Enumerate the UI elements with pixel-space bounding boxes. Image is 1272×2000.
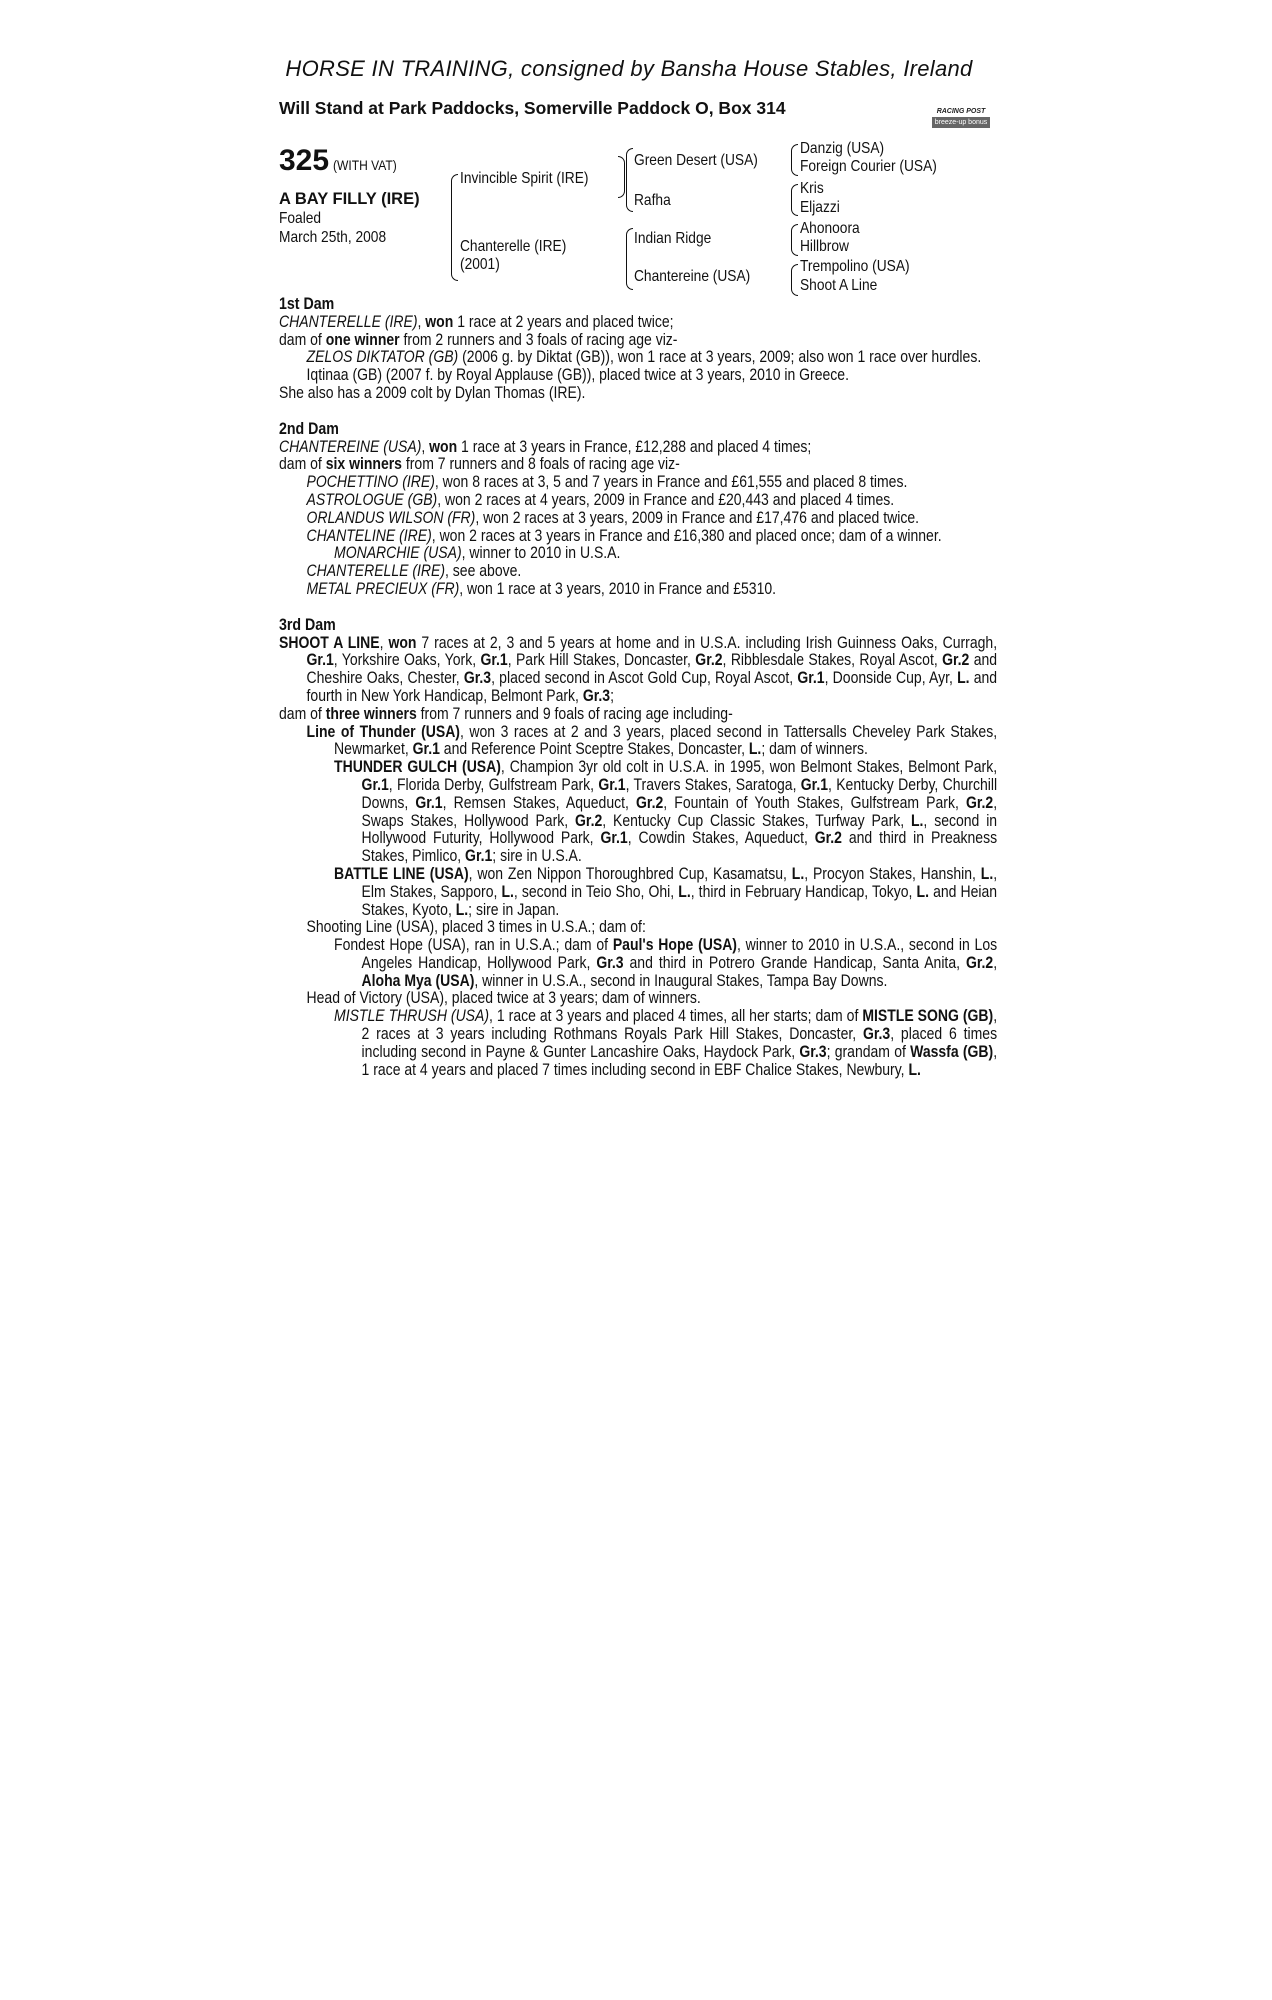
racing-post-logo: RACING POST breeze-up bonus	[932, 108, 990, 138]
dam: Chanterelle (IRE)	[460, 238, 567, 255]
pedigree-brace	[791, 264, 798, 296]
dam-year: (2001)	[460, 256, 500, 273]
second-dam-heading: 2nd Dam	[279, 419, 339, 438]
dam-dam-sire: Trempolino (USA)	[800, 258, 910, 275]
stand-location: Will Stand at Park Paddocks, Somerville Paddock O, Box 314	[279, 98, 786, 118]
second-dam-produce: dam of six winners from 7 runners and 8 foals of racing age viz-	[279, 455, 680, 474]
first-dam-heading: 1st Dam	[279, 295, 335, 313]
third-dam-produce: dam of three winners from 7 runners and 9 foals of racing age including-	[279, 704, 733, 723]
produce-entry: MONARCHIE (USA), winner to 2010 in U.S.A.	[334, 544, 621, 563]
produce-entry: ASTROLOGUE (GB), won 2 races at 4 years, 2009 in France and £20,443 and placed 4 times.	[306, 490, 895, 509]
dam-sire-dam: Hillbrow	[800, 238, 849, 255]
lot-info	[279, 190, 420, 247]
vat-note: (WITH VAT)	[333, 157, 397, 173]
dam-dam-dam: Shoot A Line	[800, 277, 878, 294]
pedigree-brace	[626, 228, 633, 290]
foaled-date: March 25th, 2008	[279, 229, 387, 246]
pedigree-brace	[626, 148, 633, 212]
sire-dam-dam: Eljazzi	[800, 199, 840, 216]
sire-sire: Green Desert (USA)	[634, 152, 758, 169]
produce-entry: Iqtinaa (GB) (2007 f. by Royal Applause (GB)), placed twice at 3 years, 2010 in Greece.	[306, 366, 849, 385]
foaled-label: Foaled	[279, 210, 322, 227]
lot-heading	[279, 144, 407, 178]
pedigree-brace	[791, 224, 798, 256]
dam-dam: Chantereine (USA)	[634, 268, 751, 285]
third-dam-heading: 3rd Dam	[279, 615, 336, 634]
produce-note: She also has a 2009 colt by Dylan Thomas (IRE).	[279, 383, 586, 402]
dam-sire-sire: Ahonoora	[800, 220, 860, 237]
pedigree-brace	[451, 174, 458, 281]
sire-dam-sire: Kris	[800, 180, 824, 197]
page-header	[279, 56, 979, 82]
produce-entry: CHANTELINE (IRE), won 2 races at 3 years in France and £16,380 and placed once; dam of a winner.	[306, 526, 942, 545]
sire: Invincible Spirit (IRE)	[460, 170, 589, 187]
produce-entry: POCHETTINO (IRE), won 8 races at 3, 5 and 7 years in France and £61,555 and placed 8 times.	[306, 473, 908, 492]
produce-entry: ORLANDUS WILSON (FR), won 2 races at 3 years, 2009 in France and £17,476 and placed twice.	[306, 508, 920, 527]
first-dam-line: CHANTERELLE (IRE), won 1 race at 2 years and placed twice;	[279, 312, 674, 331]
produce-entry: BATTLE LINE (USA), won Zen Nippon Thoroughbred Cup, Kasamatsu, L., Procyon Stakes, Hanshin, L., Elm Stakes, Sapporo, L., second in Teio Sho, Ohi, L., third in February Handicap, Tokyo, L. and Heian Stakes, Kyoto, L.; sire in Japan.	[334, 864, 998, 919]
produce-entry: MISTLE THRUSH (USA), 1 race at 3 years and placed 4 times, all her starts; dam of MISTLE SONG (GB), 2 races at 3 years including Rothmans Royals Park Hill Stakes, Doncaster, Gr.3, placed 6 times including second in Payne & Gunter Lancashire Oaks, Haydock Park, Gr.3; grandam of Wassfa (GB), 1 race at 4 years and placed 7 times including second in EBF Chalice Stakes, Newbury, L.	[334, 1007, 998, 1079]
produce-entry: Fondest Hope (USA), ran in U.S.A.; dam of Paul's Hope (USA), winner to 2010 in U.S.A., second in Los Angeles Handicap, Hollywood Park, Gr.3 and third in Potrero Grande Handicap, Santa Anita, Gr.2, Aloha Mya (USA), winner in U.S.A., second in Inaugural Stakes, Tampa Bay Downs.	[334, 936, 998, 990]
dam-sire: Indian Ridge	[634, 230, 712, 247]
produce-entry: METAL PRECIEUX (FR), won 1 race at 3 years, 2010 in France and £5310.	[306, 579, 777, 598]
produce-entry: Shooting Line (USA), placed 3 times in U.S.A.; dam of:	[306, 918, 646, 937]
third-dam-line: SHOOT A LINE, won 7 races at 2, 3 and 5 years at home and in U.S.A. including Irish Guinness Oaks, Curragh, Gr.1, Yorkshire Oaks, York, Gr.1, Park Hill Stakes, Doncaster, Gr.2, Ribblesdale Stakes, Royal Ascot, Gr.2 and Cheshire Oaks, Chester, Gr.3, placed second in Ascot Gold Cup, Royal Ascot, Gr.1, Doonside Cup, Ayr, L. and fourth in New York Handicap, Belmont Park, Gr.3;	[279, 633, 998, 705]
produce-entry: Line of Thunder (USA), won 3 races at 2 and 3 years, placed second in Tattersalls Cheveley Park Stakes, Newmarket, Gr.1 and Reference Point Sceptre Stakes, Doncaster, L.; dam of winners.	[306, 722, 998, 759]
sire-sire-dam: Foreign Courier (USA)	[800, 158, 937, 175]
produce-record	[279, 296, 997, 1079]
pedigree-brace	[618, 156, 625, 198]
produce-entry: CHANTERELLE (IRE), see above.	[306, 562, 522, 581]
sire-sire-sire: Danzig (USA)	[800, 140, 885, 157]
pedigree-brace	[791, 144, 798, 176]
horse-name: A BAY FILLY (IRE)	[279, 190, 420, 208]
sire-dam: Rafha	[634, 192, 671, 209]
consignor-title: HORSE IN TRAINING, consigned by Bansha House Stables, Ireland	[285, 56, 973, 81]
produce-entry: ZELOS DIKTATOR (GB) (2006 g. by Diktat (GB)), won 1 race at 3 years, 2009; also won 1 race over hurdles.	[306, 348, 982, 367]
lot-number: 325	[279, 144, 330, 177]
pedigree-brace	[791, 184, 798, 216]
produce-entry: THUNDER GULCH (USA), Champion 3yr old colt in U.S.A. in 1995, won Belmont Stakes, Belmont Park, Gr.1, Florida Derby, Gulfstream Park, Gr.1, Travers Stakes, Saratoga, Gr.1, Kentucky Derby, Churchill Downs, Gr.1, Remsen Stakes, Aqueduct, Gr.2, Fountain of Youth Stakes, Gulfstream Park, Gr.2, Swaps Stakes, Hollywood Park, Gr.2, Kentucky Cup Classic Stakes, Turfway Park, L., second in Hollywood Futurity, Hollywood Park, Gr.1, Cowdin Stakes, Aqueduct, Gr.2 and third in Preakness Stakes, Pimlico, Gr.1; sire in U.S.A.	[334, 758, 998, 866]
produce-entry: Head of Victory (USA), placed twice at 3 years; dam of winners.	[306, 989, 701, 1008]
first-dam-produce: dam of one winner from 2 runners and 3 foals of racing age viz-	[279, 330, 678, 349]
second-dam-line: CHANTEREINE (USA), won 1 race at 3 years in France, £12,288 and placed 4 times;	[279, 437, 812, 456]
